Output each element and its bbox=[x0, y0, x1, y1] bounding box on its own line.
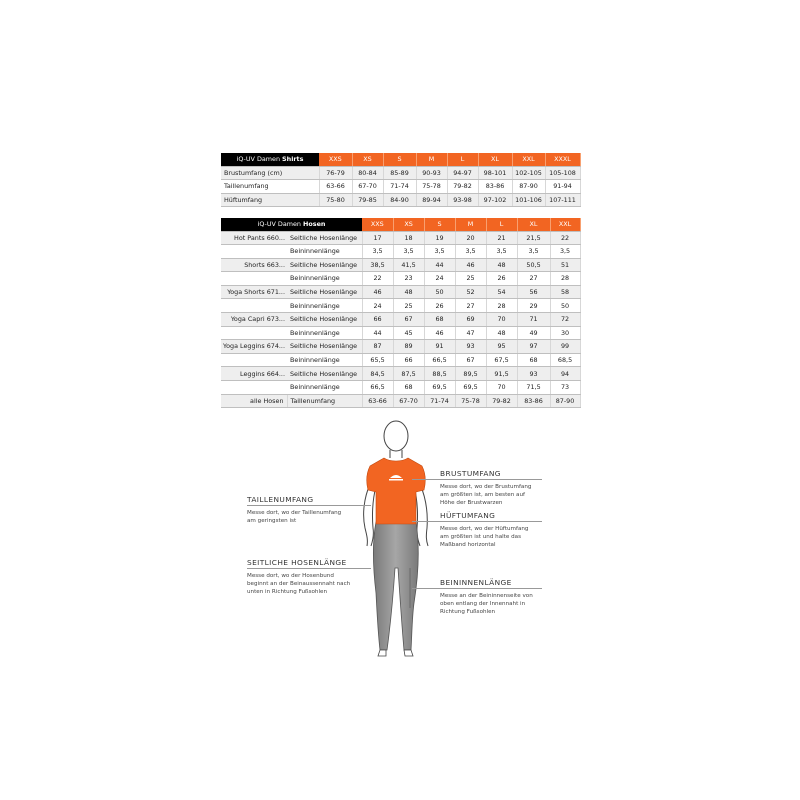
size-value-cell: 93-98 bbox=[447, 193, 478, 207]
shirt bbox=[367, 458, 426, 524]
product-name bbox=[221, 353, 287, 367]
product-name: Yoga Leggins 674... bbox=[221, 340, 287, 354]
annotation-desc: Messe an der Beininnenseite von oben entlang der Innennaht in Richtung Fußsohlen bbox=[440, 593, 533, 615]
size-value-cell: 46 bbox=[424, 326, 455, 340]
size-value-cell: 29 bbox=[517, 299, 550, 313]
product-name: Yoga Capri 673... bbox=[221, 313, 287, 327]
size-value-cell: 28 bbox=[550, 272, 580, 286]
size-value-cell: 98-101 bbox=[478, 166, 512, 180]
size-value-cell: 25 bbox=[455, 272, 486, 286]
size-value-cell: 19 bbox=[424, 231, 455, 245]
size-value-cell: 22 bbox=[362, 272, 393, 286]
size-value-cell: 65,5 bbox=[362, 353, 393, 367]
size-value-cell: 21,5 bbox=[517, 231, 550, 245]
row-label: Hüftumfang bbox=[221, 193, 319, 207]
hosen-table-row bbox=[221, 245, 580, 259]
size-value-cell: 44 bbox=[362, 326, 393, 340]
hosen-title-bold: Hosen bbox=[303, 220, 326, 229]
size-value-cell: 49 bbox=[517, 326, 550, 340]
size-value-cell: 28 bbox=[486, 299, 517, 313]
measurement-name: Seitliche Hosenlänge bbox=[287, 340, 362, 354]
row-label: Brustumfang (cm) bbox=[221, 166, 319, 180]
product-name: Yoga Shorts 671... bbox=[221, 285, 287, 299]
size-value-cell: 50 bbox=[550, 299, 580, 313]
annotation-taillenumfang bbox=[247, 495, 341, 526]
size-value-cell: 41,5 bbox=[393, 258, 424, 272]
size-value-cell: 89 bbox=[393, 340, 424, 354]
hosen-size-table bbox=[221, 218, 581, 408]
annotation-desc: Messe dort, wo der Hosenbund beginnt an der Beinaussennaht nach unten in Richtung Fußsohlen bbox=[247, 573, 351, 595]
size-value-cell: 46 bbox=[455, 258, 486, 272]
hosen-table-row bbox=[221, 231, 580, 245]
shirts-table-row bbox=[221, 180, 580, 194]
left-arm bbox=[364, 484, 370, 546]
measurement-name: Beininnenlänge bbox=[287, 245, 362, 259]
size-value-cell: 95 bbox=[486, 340, 517, 354]
size-value-cell: 3,5 bbox=[550, 245, 580, 259]
size-value-cell: 3,5 bbox=[455, 245, 486, 259]
size-value-cell: 66 bbox=[393, 353, 424, 367]
size-value-cell: 45 bbox=[393, 326, 424, 340]
annotation-title: TAILLENUMFANG bbox=[247, 495, 314, 504]
shirts-title-prefix: iQ-UV Damen bbox=[236, 155, 280, 164]
size-value-cell: 26 bbox=[424, 299, 455, 313]
hosen-table-row bbox=[221, 353, 580, 367]
shirts-size-header: XL bbox=[478, 153, 512, 166]
annotation-title: BEININNENLÄNGE bbox=[440, 578, 512, 587]
size-value-cell: 75-80 bbox=[319, 193, 352, 207]
size-value-cell: 27 bbox=[455, 299, 486, 313]
size-value-cell: 20 bbox=[455, 231, 486, 245]
size-value-cell: 25 bbox=[393, 299, 424, 313]
annotation-title: HÜFTUMFANG bbox=[440, 511, 496, 520]
size-value-cell: 91-94 bbox=[545, 180, 580, 194]
shirts-size-header: M bbox=[416, 153, 447, 166]
size-value-cell: 66 bbox=[362, 313, 393, 327]
size-value-cell: 71,5 bbox=[517, 381, 550, 395]
row-label: Taillenumfang bbox=[221, 180, 319, 194]
hosen-size-header: S bbox=[424, 218, 455, 231]
size-value-cell: 87,5 bbox=[393, 367, 424, 381]
shirts-size-table bbox=[221, 153, 581, 207]
size-value-cell: 24 bbox=[362, 299, 393, 313]
annotation-title: BRUSTUMFANG bbox=[440, 469, 501, 478]
size-value-cell: 67 bbox=[455, 353, 486, 367]
hosen-table-row bbox=[221, 272, 580, 286]
size-value-cell: 93 bbox=[517, 367, 550, 381]
size-value-cell: 51 bbox=[550, 258, 580, 272]
hosen-table-row bbox=[221, 299, 580, 313]
size-value-cell: 76-79 bbox=[319, 166, 352, 180]
size-value-cell: 71-74 bbox=[424, 394, 455, 408]
size-value-cell: 68 bbox=[424, 313, 455, 327]
size-value-cell: 85-89 bbox=[383, 166, 416, 180]
measurement-name: Beininnenlänge bbox=[287, 353, 362, 367]
size-value-cell: 102-105 bbox=[512, 166, 545, 180]
hosen-size-header: XXS bbox=[362, 218, 393, 231]
size-value-cell: 79-85 bbox=[352, 193, 383, 207]
hosen-table-row bbox=[221, 285, 580, 299]
hosen-size-header: M bbox=[455, 218, 486, 231]
size-value-cell: 17 bbox=[362, 231, 393, 245]
annotation-seitliche-hosenlaenge bbox=[247, 558, 350, 596]
size-value-cell: 70 bbox=[486, 381, 517, 395]
size-value-cell: 44 bbox=[424, 258, 455, 272]
size-value-cell: 89-94 bbox=[416, 193, 447, 207]
hosen-table-row bbox=[221, 340, 580, 354]
size-value-cell: 30 bbox=[550, 326, 580, 340]
hosen-table-row bbox=[221, 394, 580, 408]
hosen-size-header: XL bbox=[517, 218, 550, 231]
product-name bbox=[221, 245, 287, 259]
size-value-cell: 66,5 bbox=[362, 381, 393, 395]
size-value-cell: 67-70 bbox=[352, 180, 383, 194]
shirts-size-header: L bbox=[447, 153, 478, 166]
size-value-cell: 23 bbox=[393, 272, 424, 286]
size-value-cell: 50 bbox=[424, 285, 455, 299]
size-value-cell: 105-108 bbox=[545, 166, 580, 180]
measurement-name: Beininnenlänge bbox=[287, 299, 362, 313]
hosen-size-header: XXL bbox=[550, 218, 580, 231]
product-name bbox=[221, 299, 287, 313]
measurement-name: Seitliche Hosenlänge bbox=[287, 231, 362, 245]
product-name: Hot Pants 660... bbox=[221, 231, 287, 245]
shirts-size-header: XS bbox=[352, 153, 383, 166]
size-value-cell: 69,5 bbox=[455, 381, 486, 395]
size-value-cell: 87 bbox=[362, 340, 393, 354]
size-value-cell: 83-86 bbox=[517, 394, 550, 408]
size-value-cell: 67,5 bbox=[486, 353, 517, 367]
size-value-cell: 68,5 bbox=[550, 353, 580, 367]
size-value-cell: 101-106 bbox=[512, 193, 545, 207]
measurement-name: Seitliche Hosenlänge bbox=[287, 313, 362, 327]
size-value-cell: 47 bbox=[455, 326, 486, 340]
size-value-cell: 72 bbox=[550, 313, 580, 327]
size-value-cell: 48 bbox=[486, 326, 517, 340]
size-value-cell: 48 bbox=[393, 285, 424, 299]
annotation-desc: Messe dort, wo der Taillenumfang am geringsten ist bbox=[247, 510, 342, 524]
size-value-cell: 97 bbox=[517, 340, 550, 354]
annotation-title: SEITLICHE HOSENLÄNGE bbox=[247, 558, 347, 567]
measurement-name: Beininnenlänge bbox=[287, 381, 362, 395]
shirts-size-header: S bbox=[383, 153, 416, 166]
size-value-cell: 26 bbox=[486, 272, 517, 286]
size-value-cell: 69,5 bbox=[424, 381, 455, 395]
size-value-cell: 66,5 bbox=[424, 353, 455, 367]
annotation-desc: Messe dort, wo der Hüftumfang am größten ist und halte das Maßband horizontal bbox=[440, 526, 529, 548]
shirts-size-header: XXXL bbox=[545, 153, 580, 166]
measurement-name: Seitliche Hosenlänge bbox=[287, 367, 362, 381]
size-value-cell: 67-70 bbox=[393, 394, 424, 408]
hosen-table-title bbox=[221, 218, 362, 231]
size-value-cell: 75-78 bbox=[416, 180, 447, 194]
hosen-table-row bbox=[221, 381, 580, 395]
size-value-cell: 88,5 bbox=[424, 367, 455, 381]
size-value-cell: 83-86 bbox=[478, 180, 512, 194]
size-value-cell: 90-93 bbox=[416, 166, 447, 180]
annotation-beininnenlaenge bbox=[440, 578, 533, 616]
size-value-cell: 63-66 bbox=[362, 394, 393, 408]
size-value-cell: 22 bbox=[550, 231, 580, 245]
size-value-cell: 50,5 bbox=[517, 258, 550, 272]
measurement-name: Taillenumfang bbox=[287, 394, 362, 408]
size-value-cell: 3,5 bbox=[486, 245, 517, 259]
size-value-cell: 94 bbox=[550, 367, 580, 381]
size-value-cell: 24 bbox=[424, 272, 455, 286]
measurement-name: Seitliche Hosenlänge bbox=[287, 285, 362, 299]
hosen-header-row bbox=[221, 218, 580, 231]
size-value-cell: 80-84 bbox=[352, 166, 383, 180]
size-value-cell: 18 bbox=[393, 231, 424, 245]
annotation-hueftumfang bbox=[440, 511, 529, 549]
size-value-cell: 3,5 bbox=[424, 245, 455, 259]
head bbox=[384, 421, 408, 451]
size-value-cell: 99 bbox=[550, 340, 580, 354]
hosen-table-row bbox=[221, 326, 580, 340]
shirts-title-bold: Shirts bbox=[282, 155, 304, 164]
product-name: alle Hosen bbox=[221, 394, 287, 408]
size-value-cell: 73 bbox=[550, 381, 580, 395]
size-value-cell: 87-90 bbox=[512, 180, 545, 194]
size-value-cell: 84,5 bbox=[362, 367, 393, 381]
size-value-cell: 79-82 bbox=[447, 180, 478, 194]
shirts-table-title bbox=[221, 153, 319, 166]
shirts-table-row bbox=[221, 193, 580, 207]
size-value-cell: 56 bbox=[517, 285, 550, 299]
size-value-cell: 70 bbox=[486, 313, 517, 327]
size-value-cell: 27 bbox=[517, 272, 550, 286]
size-value-cell: 91 bbox=[424, 340, 455, 354]
hosen-table-row bbox=[221, 313, 580, 327]
shirts-size-header: XXL bbox=[512, 153, 545, 166]
shirts-size-header: XXS bbox=[319, 153, 352, 166]
size-value-cell: 91,5 bbox=[486, 367, 517, 381]
product-name bbox=[221, 381, 287, 395]
hosen-title-prefix: iQ-UV Damen bbox=[257, 220, 301, 229]
product-name: Leggins 664... bbox=[221, 367, 287, 381]
size-value-cell: 3,5 bbox=[393, 245, 424, 259]
size-value-cell: 84-90 bbox=[383, 193, 416, 207]
size-value-cell: 79-82 bbox=[486, 394, 517, 408]
size-value-cell: 87-90 bbox=[550, 394, 580, 408]
right-arm bbox=[420, 484, 428, 546]
measurement-name: Seitliche Hosenlänge bbox=[287, 258, 362, 272]
hosen-table-row bbox=[221, 258, 580, 272]
size-value-cell: 68 bbox=[517, 353, 550, 367]
hosen-table-row bbox=[221, 367, 580, 381]
measurement-name: Beininnenlänge bbox=[287, 326, 362, 340]
size-value-cell: 97-102 bbox=[478, 193, 512, 207]
measurement-name: Beininnenlänge bbox=[287, 272, 362, 286]
size-value-cell: 67 bbox=[393, 313, 424, 327]
size-value-cell: 69 bbox=[455, 313, 486, 327]
size-value-cell: 48 bbox=[486, 258, 517, 272]
shirts-table-row bbox=[221, 166, 580, 180]
annotation-brustumfang bbox=[440, 469, 531, 507]
annotation-desc: Messe dort, wo der Brustumfang am größten ist, am besten auf Höhe der Brustwarzen bbox=[440, 484, 532, 506]
size-value-cell: 107-111 bbox=[545, 193, 580, 207]
size-value-cell: 52 bbox=[455, 285, 486, 299]
size-value-cell: 3,5 bbox=[362, 245, 393, 259]
size-value-cell: 21 bbox=[486, 231, 517, 245]
size-value-cell: 58 bbox=[550, 285, 580, 299]
leggings bbox=[373, 522, 418, 650]
size-value-cell: 38,5 bbox=[362, 258, 393, 272]
size-value-cell: 63-66 bbox=[319, 180, 352, 194]
size-value-cell: 93 bbox=[455, 340, 486, 354]
size-value-cell: 68 bbox=[393, 381, 424, 395]
woman-silhouette-icon bbox=[340, 418, 450, 658]
size-value-cell: 89,5 bbox=[455, 367, 486, 381]
size-value-cell: 71 bbox=[517, 313, 550, 327]
shirts-header-row bbox=[221, 153, 580, 166]
size-value-cell: 94-97 bbox=[447, 166, 478, 180]
hosen-size-header: XS bbox=[393, 218, 424, 231]
product-name: Shorts 663... bbox=[221, 258, 287, 272]
size-value-cell: 71-74 bbox=[383, 180, 416, 194]
size-value-cell: 3,5 bbox=[517, 245, 550, 259]
product-name bbox=[221, 272, 287, 286]
size-value-cell: 75-78 bbox=[455, 394, 486, 408]
product-name bbox=[221, 326, 287, 340]
size-value-cell: 46 bbox=[362, 285, 393, 299]
hosen-size-header: L bbox=[486, 218, 517, 231]
size-value-cell: 54 bbox=[486, 285, 517, 299]
